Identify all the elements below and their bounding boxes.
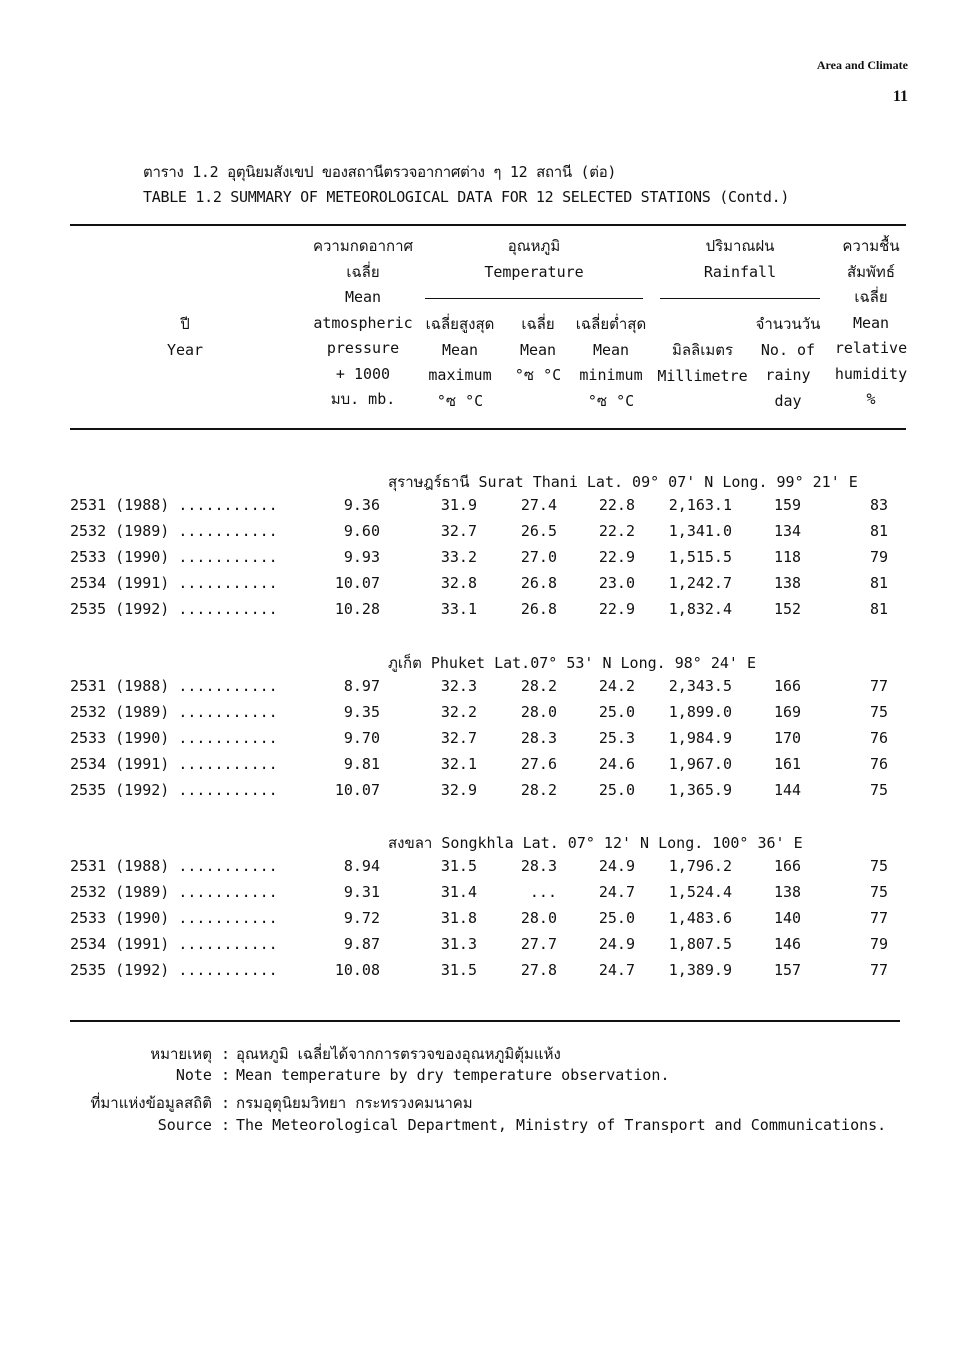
cell-year: 2531 (1988) ........... [70, 496, 278, 514]
cell-rain: 1,967.0 [668, 755, 732, 773]
tmin-header-thai: เฉลี่ยต่ำสุด [575, 315, 647, 333]
cell-year: 2531 (1988) ........... [70, 677, 278, 695]
cell-days: 166 [773, 857, 802, 875]
cell-year: 2535 (1992) ........... [70, 781, 278, 799]
cell-hum: 81 [869, 574, 888, 592]
cell-rain: 1,389.9 [668, 961, 732, 979]
rain-days-header-line: No. of [760, 340, 816, 359]
pressure-header-line: + 1000 [335, 364, 391, 383]
tmin-header-unit: °ซ °C [587, 391, 635, 410]
cell-tmin: 24.7 [598, 961, 635, 979]
cell-hum: 75 [869, 781, 888, 799]
cell-pressure: 9.35 [343, 703, 380, 721]
cell-tmin: 22.9 [598, 600, 635, 618]
pressure-header-line: pressure [326, 339, 400, 357]
tmean-header-unit: °ซ °C [514, 366, 562, 384]
tmean-header-thai: เฉลี่ย [521, 315, 555, 333]
table-row [0, 600, 966, 626]
rainfall-header-english: Rainfall [703, 262, 777, 281]
cell-year: 2532 (1989) ........... [70, 883, 278, 901]
cell-tmean: 27.0 [520, 548, 557, 566]
cell-tmean: 27.7 [520, 935, 557, 953]
cell-hum: 83 [869, 496, 888, 514]
cell-rain: 1,832.4 [668, 600, 732, 618]
cell-pressure: 9.93 [343, 548, 380, 566]
cell-tmin: 25.0 [598, 909, 635, 927]
tmax-header-line: maximum [428, 366, 492, 384]
cell-tmin: 24.6 [598, 755, 635, 773]
cell-days: 157 [773, 961, 802, 979]
table-row [0, 574, 966, 600]
cell-year: 2534 (1991) ........... [70, 755, 278, 773]
table-row [0, 961, 966, 987]
cell-year: 2535 (1992) ........... [70, 600, 278, 618]
cell-tmax: 32.2 [440, 703, 477, 721]
rain-days-header-line: day [774, 391, 802, 410]
cell-days: 138 [773, 883, 802, 901]
table-row [0, 522, 966, 548]
table-row [0, 496, 966, 522]
cell-tmean: 27.8 [520, 961, 557, 979]
cell-tmax: 31.3 [440, 935, 477, 953]
cell-tmin: 24.7 [598, 883, 635, 901]
cell-pressure: 9.36 [343, 496, 380, 514]
rain-mm-header-english: Millimetre [657, 366, 748, 385]
temperature-header-english: Temperature [484, 262, 584, 281]
cell-pressure: 9.72 [343, 909, 380, 927]
cell-tmin: 22.2 [598, 522, 635, 540]
section-title: Area and Climate [816, 58, 908, 72]
table-row [0, 909, 966, 935]
table-row [0, 935, 966, 961]
cell-tmin: 25.3 [598, 729, 635, 747]
cell-hum: 79 [869, 935, 888, 953]
cell-days: 134 [773, 522, 802, 540]
cell-pressure: 8.97 [343, 677, 380, 695]
rain-days-header-line: rainy [765, 366, 811, 384]
cell-rain: 1,807.5 [668, 935, 732, 953]
cell-rain: 1,483.6 [668, 909, 732, 927]
cell-tmax: 33.1 [440, 600, 477, 618]
cell-tmin: 24.2 [598, 677, 635, 695]
note-thai-text: อุณหภูมิ เฉลี่ยได้จากการตรวจของอุณหภูมิตุ้มแห้ง [236, 1045, 561, 1063]
cell-tmax: 31.4 [440, 883, 477, 901]
cell-tmin: 25.0 [598, 703, 635, 721]
tmin-header-line: Mean [592, 340, 630, 359]
cell-year: 2533 (1990) ........... [70, 729, 278, 747]
cell-year: 2533 (1990) ........... [70, 548, 278, 566]
temperature-header-thai: อุณหภูมิ [507, 237, 561, 255]
table-row [0, 781, 966, 807]
cell-days: 159 [773, 496, 802, 514]
humidity-header-line: humidity [834, 364, 908, 383]
tmean-header-line: Mean [519, 340, 557, 359]
cell-days: 166 [773, 677, 802, 695]
cell-pressure: 9.81 [343, 755, 380, 773]
cell-pressure: 10.07 [334, 781, 380, 799]
humidity-header-line: Mean [852, 313, 890, 332]
cell-rain: 1,341.0 [668, 522, 732, 540]
cell-hum: 77 [869, 909, 888, 927]
cell-year: 2535 (1992) ........... [70, 961, 278, 979]
cell-tmean: 28.0 [520, 909, 557, 927]
cell-rain: 1,242.7 [668, 574, 732, 592]
cell-tmax: 32.7 [440, 729, 477, 747]
cell-pressure: 8.94 [343, 857, 380, 875]
table-row [0, 883, 966, 909]
cell-year: 2532 (1989) ........... [70, 703, 278, 721]
source-thai-label: ที่มาแห่งข้อมูลสถิติ : [90, 1094, 230, 1112]
cell-year: 2533 (1990) ........... [70, 909, 278, 927]
station-heading: สุราษฎร์ธานี Surat Thani Lat. 09° 07' N Long. 99° 21' E [388, 473, 858, 491]
source-text: The Meteorological Department, Ministry of Transport and Communications. [236, 1116, 887, 1134]
cell-days: 138 [773, 574, 802, 592]
cell-tmean: 28.3 [520, 729, 557, 747]
rainfall-header-thai: ปริมาณฝน [705, 237, 775, 255]
pressure-header-unit: มบ. mb. [330, 390, 396, 408]
cell-days: 144 [773, 781, 802, 799]
cell-pressure: 10.28 [334, 600, 380, 618]
cell-tmax: 32.8 [440, 574, 477, 592]
humidity-header-line: relative [834, 339, 908, 357]
cell-pressure: 9.31 [343, 883, 380, 901]
cell-tmean: 27.6 [520, 755, 557, 773]
tmin-header-line: minimum [579, 366, 643, 384]
tmax-header-unit: °ซ °C [436, 391, 484, 410]
table-row [0, 677, 966, 703]
cell-hum: 75 [869, 703, 888, 721]
humidity-header-unit: % [866, 390, 876, 408]
cell-rain: 1,984.9 [668, 729, 732, 747]
cell-hum: 81 [869, 600, 888, 618]
cell-hum: 77 [869, 677, 888, 695]
cell-hum: 77 [869, 961, 888, 979]
cell-days: 152 [773, 600, 802, 618]
station-heading: สงขลา Songkhla Lat. 07° 12' N Long. 100° 36' E [388, 834, 803, 852]
page-number: 11 [892, 88, 908, 105]
cell-days: 170 [773, 729, 802, 747]
cell-tmax: 31.5 [440, 961, 477, 979]
pressure-header-thai-2: เฉลี่ย [346, 262, 380, 281]
cell-pressure: 10.08 [334, 961, 380, 979]
cell-days: 146 [773, 935, 802, 953]
cell-tmax: 32.7 [440, 522, 477, 540]
pressure-header-line: atmospheric [313, 313, 413, 332]
cell-tmean: 28.0 [520, 703, 557, 721]
cell-year: 2534 (1991) ........... [70, 574, 278, 592]
cell-tmean: 26.5 [520, 522, 557, 540]
note-text: Mean temperature by dry temperature observation. [236, 1066, 670, 1084]
station-heading: ภูเก็ต Phuket Lat.07° 53' N Long. 98° 24' E [388, 654, 756, 672]
cell-tmin: 22.8 [598, 496, 635, 514]
cell-hum: 81 [869, 522, 888, 540]
cell-tmax: 32.9 [440, 781, 477, 799]
cell-tmax: 32.3 [440, 677, 477, 695]
table-row [0, 548, 966, 574]
cell-hum: 76 [869, 755, 888, 773]
cell-tmean: ... [529, 883, 557, 901]
table-row [0, 755, 966, 781]
tmax-header-line: Mean [441, 340, 479, 359]
cell-rain: 2,343.5 [668, 677, 732, 695]
cell-tmean: 27.4 [520, 496, 557, 514]
pressure-header-line: Mean [344, 288, 382, 306]
cell-tmin: 24.9 [598, 935, 635, 953]
source-thai-text: กรมอุตุนิยมวิทยา กระทรวงคมนาคม [236, 1094, 473, 1112]
table-row [0, 703, 966, 729]
note-thai-label: หมายเหตุ : [150, 1045, 230, 1063]
cell-tmean: 28.3 [520, 857, 557, 875]
cell-year: 2534 (1991) ........... [70, 935, 278, 953]
cell-tmax: 31.8 [440, 909, 477, 927]
cell-pressure: 10.07 [334, 574, 380, 592]
cell-pressure: 9.70 [343, 729, 380, 747]
cell-tmax: 33.2 [440, 548, 477, 566]
cell-tmin: 23.0 [598, 574, 635, 592]
cell-tmax: 31.9 [440, 496, 477, 514]
rain-days-header-thai: จำนวนวัน [755, 315, 821, 333]
cell-hum: 79 [869, 548, 888, 566]
cell-tmean: 26.8 [520, 574, 557, 592]
cell-rain: 1,365.9 [668, 781, 732, 799]
cell-rain: 1,899.0 [668, 703, 732, 721]
table-row [0, 857, 966, 883]
cell-rain: 1,515.5 [668, 548, 732, 566]
cell-tmean: 28.2 [520, 781, 557, 799]
cell-hum: 75 [869, 857, 888, 875]
cell-tmin: 24.9 [598, 857, 635, 875]
cell-tmin: 22.9 [598, 548, 635, 566]
cell-rain: 1,524.4 [668, 883, 732, 901]
humidity-header-thai-3: เฉลี่ย [854, 288, 888, 306]
humidity-header-thai: ความชื้น [842, 237, 900, 255]
cell-days: 169 [773, 703, 802, 721]
pressure-header-thai: ความกดอากาศ [312, 237, 414, 255]
source-label: Source : [157, 1116, 230, 1134]
table-title-english: TABLE 1.2 SUMMARY OF METEOROLOGICAL DATA FOR 12 SELECTED STATIONS (Contd.) [143, 188, 790, 206]
cell-tmax: 32.1 [440, 755, 477, 773]
cell-tmax: 31.5 [440, 857, 477, 875]
cell-days: 118 [773, 548, 802, 566]
cell-year: 2532 (1989) ........... [70, 522, 278, 540]
cell-tmin: 25.0 [598, 781, 635, 799]
table-title-thai: ตาราง 1.2 อุตุนิยมสังเขป ของสถานีตรวจอากาศต่าง ๆ 12 สถานี (ต่อ) [143, 163, 617, 181]
humidity-header-thai-2: สัมพัทธ์ [847, 262, 895, 281]
cell-hum: 76 [869, 729, 888, 747]
bottom-rule [70, 1020, 900, 1022]
cell-tmean: 26.8 [520, 600, 557, 618]
note-label: Note : [175, 1066, 230, 1084]
year-header-thai: ปี [180, 315, 190, 333]
cell-rain: 1,796.2 [668, 857, 732, 875]
cell-pressure: 9.87 [343, 935, 380, 953]
cell-days: 161 [773, 755, 802, 773]
cell-days: 140 [773, 909, 802, 927]
cell-tmean: 28.2 [520, 677, 557, 695]
cell-rain: 2,163.1 [668, 496, 732, 514]
rain-mm-header-thai: มิลลิเมตร [671, 341, 734, 359]
year-header-english: Year [166, 340, 204, 359]
cell-year: 2531 (1988) ........... [70, 857, 278, 875]
cell-hum: 75 [869, 883, 888, 901]
table-row [0, 729, 966, 755]
cell-pressure: 9.60 [343, 522, 380, 540]
tmax-header-thai: เฉลี่ยสูงสุด [425, 315, 495, 333]
